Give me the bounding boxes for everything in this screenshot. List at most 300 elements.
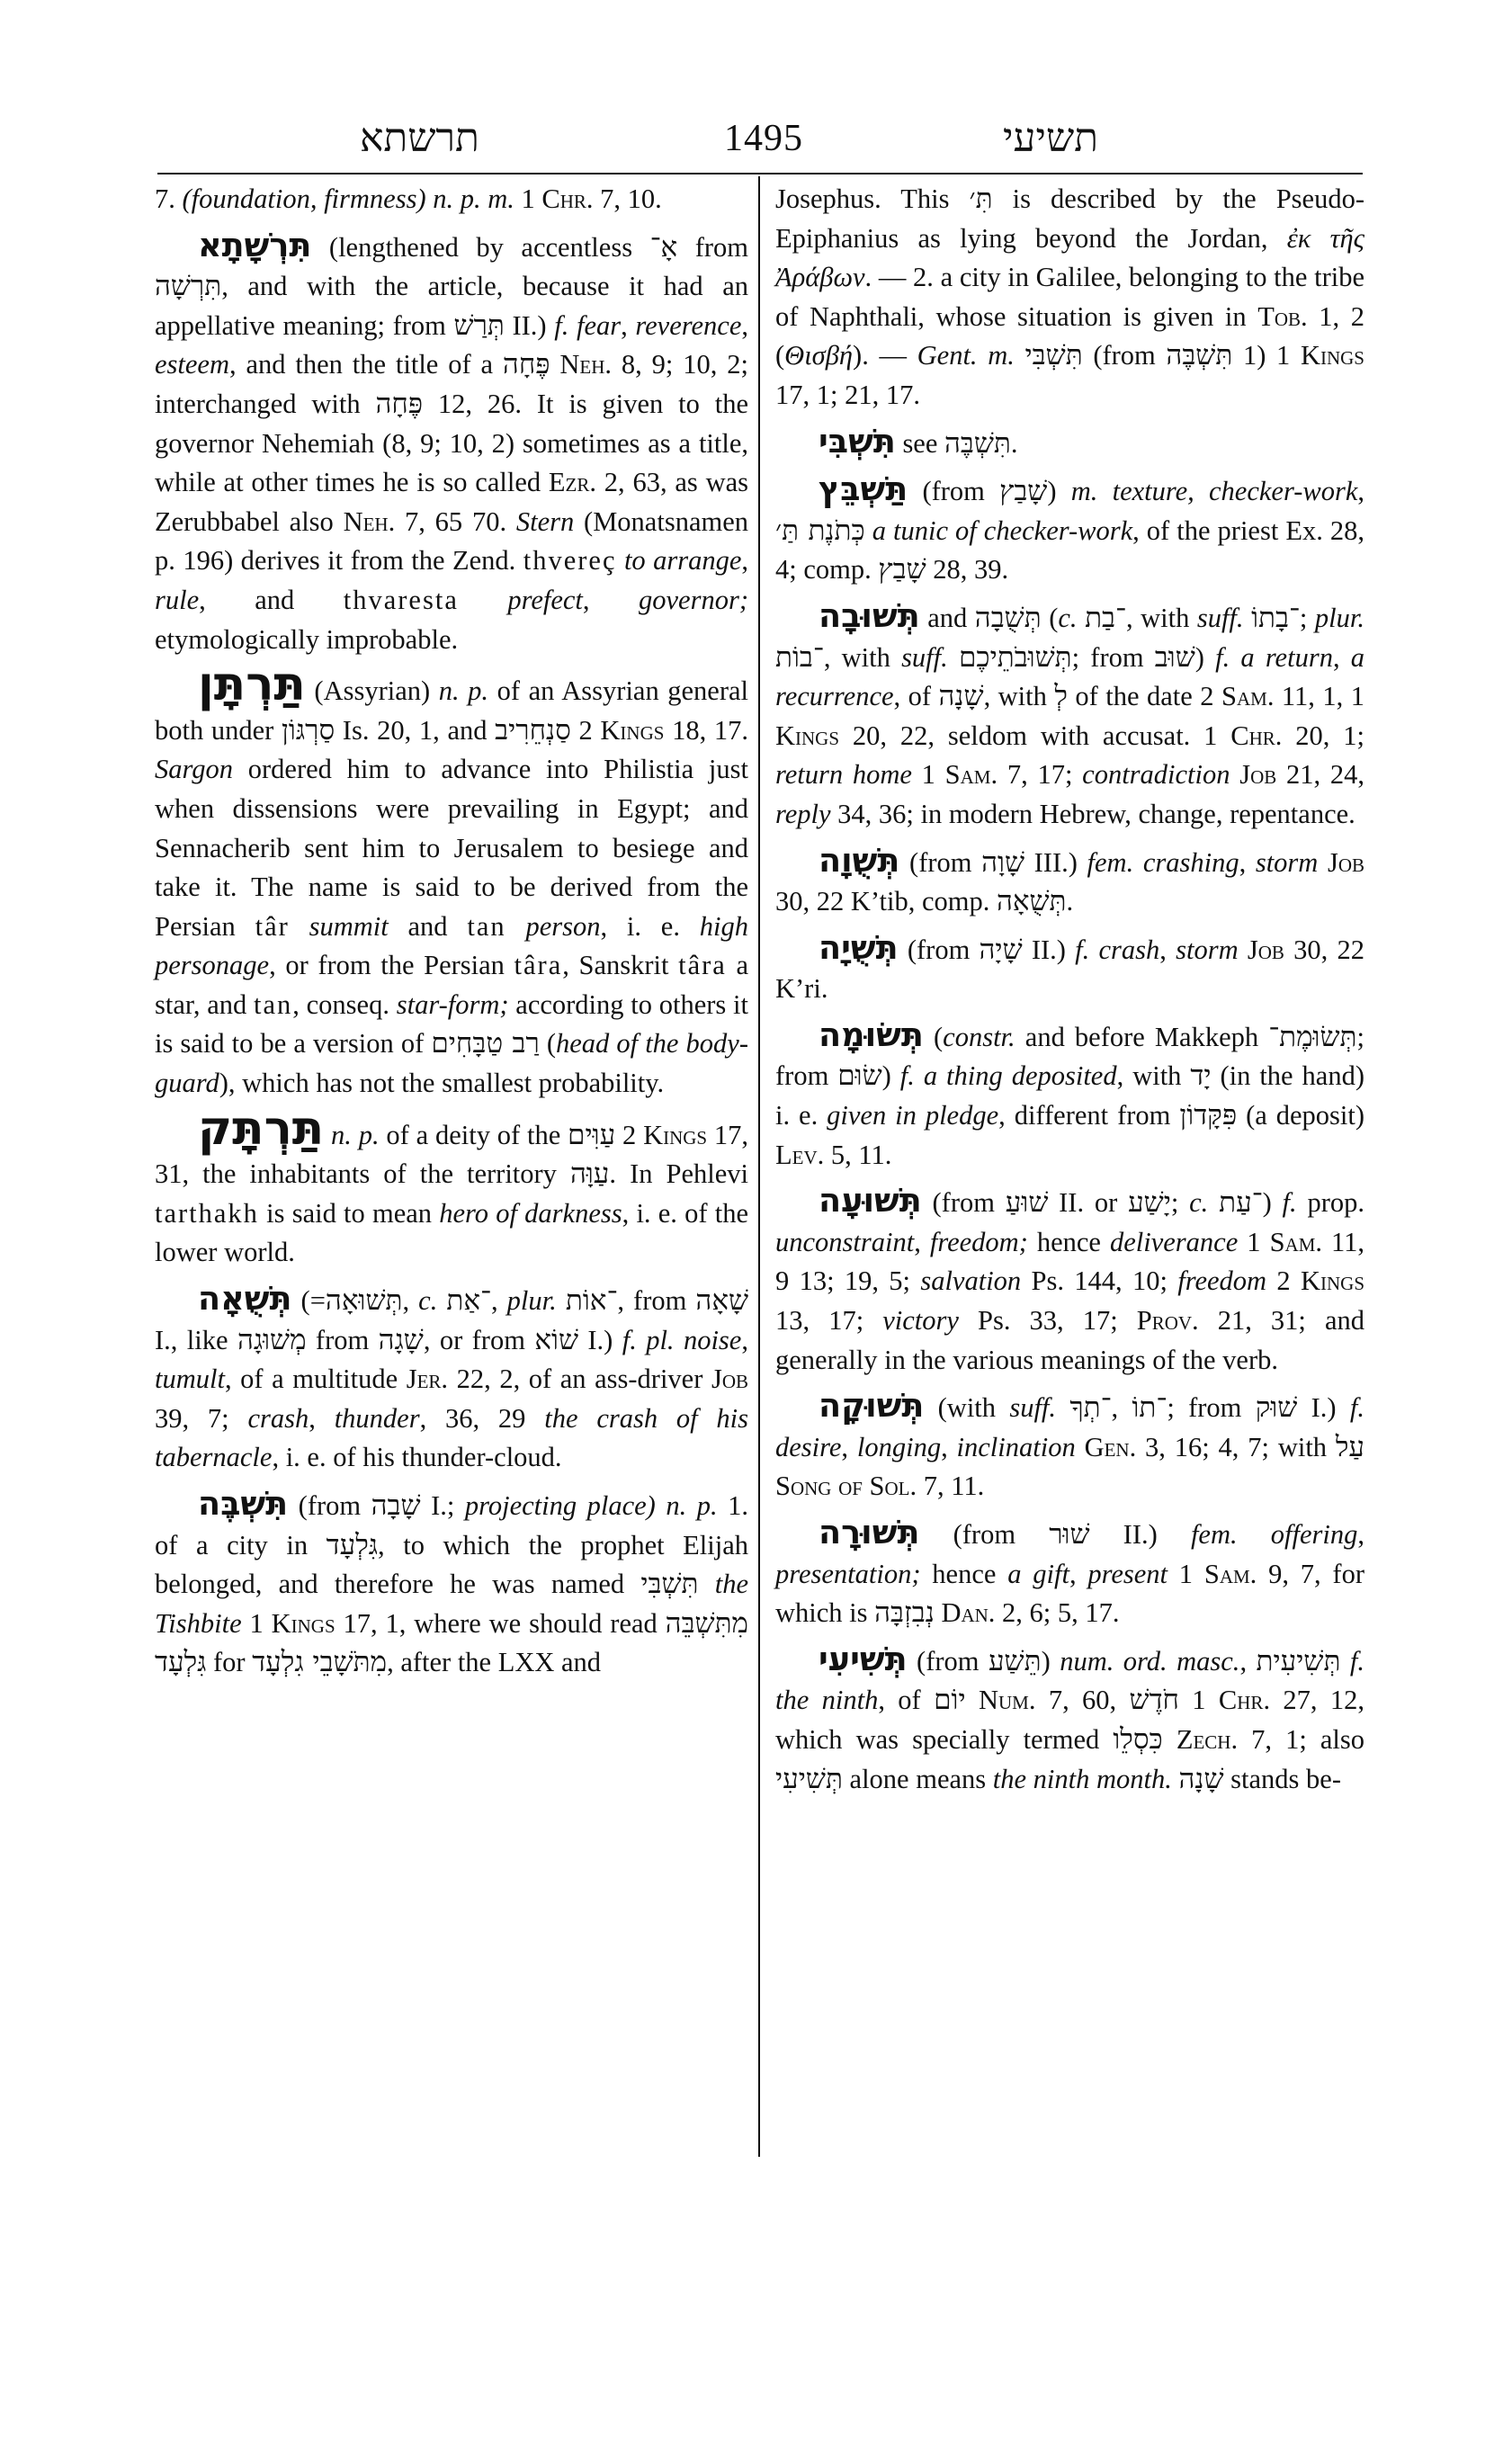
entry-text: , of the priest Ex. 28, 4; comp. xyxy=(775,514,1364,586)
hebrew-word: פֶּחָה xyxy=(502,348,550,381)
entry-text: (from xyxy=(1082,340,1167,371)
entry-text: (from xyxy=(898,934,980,965)
hebrew-word: תְּשׁוּבֹתֵיכֶם xyxy=(958,640,1072,674)
entry-text: (from xyxy=(908,476,1000,507)
book-reference: Kings xyxy=(1300,1265,1364,1297)
right-running-headword: תשיעי xyxy=(1003,116,1098,160)
book-reference: Sam. xyxy=(1203,1558,1257,1589)
entry-text: , xyxy=(741,1324,748,1355)
entry-text: 12, 26. It is given to the governor Nehemiah (8, 9; 10, 2) sometimes as a title, while at other times he is so called xyxy=(155,388,748,498)
italic-gloss: head of the body-guard xyxy=(155,1028,749,1099)
transliteration: thvereç xyxy=(523,545,617,577)
hebrew-word: שׁוּר xyxy=(1049,1518,1090,1551)
entry-text: (lengthened by accentless xyxy=(311,231,650,263)
entry-headword: תְּשׂוּמָה xyxy=(819,1015,924,1054)
entry-text: , xyxy=(1069,1558,1088,1589)
book-reference: Num. xyxy=(978,1685,1036,1716)
dictionary-entry xyxy=(155,1101,749,1273)
book-reference: Chr. xyxy=(1230,720,1283,751)
entry-text: I.) xyxy=(1297,1392,1350,1424)
italic-gloss: Gent. m. xyxy=(917,340,1015,371)
entry-text: 7. xyxy=(155,183,183,214)
italic-gloss: a gift xyxy=(1007,1558,1069,1589)
italic-gloss: thunder xyxy=(334,1402,420,1434)
hebrew-word: שָׁנָה xyxy=(1178,1762,1224,1795)
entry-text: ) xyxy=(881,1060,900,1092)
italic-gloss: high personage xyxy=(155,910,749,981)
entry-text: 11, 1, 1 xyxy=(1274,681,1364,712)
italic-gloss: c. xyxy=(1058,602,1078,633)
book-reference: Tob. xyxy=(1257,300,1308,332)
italic-gloss: c. xyxy=(1189,1187,1209,1219)
italic-gloss: suff. xyxy=(1196,602,1244,633)
hebrew-word: תְּרַשׁ xyxy=(453,308,505,342)
hebrew-word: ־אַת xyxy=(446,1284,491,1318)
hebrew-word: שׂוּם xyxy=(837,1060,882,1093)
entry-text: , different from xyxy=(998,1100,1180,1131)
italic-gloss: f. a thing deposited xyxy=(899,1060,1117,1092)
hebrew-word: תְּשִׁיעִית xyxy=(1256,1644,1341,1677)
entry-text: ordered him to advance into Philistia just when dissensions were prevailing in Egypt; and Sennacherib sent him to Jerusalem to besiege and take it. The name is said to be derived from the Persian xyxy=(155,754,748,942)
italic-gloss: esteem xyxy=(155,349,229,380)
entry-text: 2, 63, as was Zerubbabel also xyxy=(155,467,748,537)
hebrew-word: ־אוֹת xyxy=(565,1284,618,1318)
entry-text: for xyxy=(206,1647,253,1678)
entry-text: , xyxy=(402,1285,419,1317)
entry-text: , i. e. of the lower world. xyxy=(155,1197,749,1268)
dictionary-entry xyxy=(775,1181,1364,1380)
left-running-headword: תרשתא xyxy=(360,116,479,160)
hebrew-word: שָׁבַץ xyxy=(878,553,926,586)
transliteration: tarthakh xyxy=(155,1197,259,1229)
hebrew-word: שָׁבַץ xyxy=(999,475,1048,508)
entry-text xyxy=(437,1285,446,1316)
italic-gloss: m. texture, checker-work xyxy=(1070,476,1358,507)
italic-gloss: summit xyxy=(309,910,389,942)
entry-text: of an Assyrian general both under xyxy=(155,675,749,746)
hebrew-word: כִּסְלֵו xyxy=(1113,1722,1163,1756)
entry-text: hence xyxy=(920,1558,1008,1589)
hebrew-word: ־עַת xyxy=(1219,1186,1263,1220)
hebrew-word: מְשׁוּגָה xyxy=(237,1323,307,1356)
dictionary-entry xyxy=(775,1386,1364,1507)
entry-text: ( xyxy=(923,1021,944,1052)
book-reference: Neh. xyxy=(343,505,396,537)
entry-text: 7, 65 70. xyxy=(395,505,516,537)
entry-text: Josephus. This xyxy=(775,183,970,214)
book-reference: Zech. xyxy=(1176,1723,1239,1755)
entry-text: (from xyxy=(919,1519,1050,1550)
italic-gloss: prefect xyxy=(507,584,583,615)
italic-gloss: f. a return xyxy=(1215,641,1333,673)
book-reference: Sam. xyxy=(944,759,998,791)
hebrew-word: שׁוּעַ xyxy=(1005,1186,1049,1220)
entry-text: 1 xyxy=(911,759,945,791)
italic-gloss: the Tishbite xyxy=(155,1569,748,1639)
entry-text: 2 xyxy=(570,714,601,746)
hebrew-word: שׁוּק xyxy=(1255,1391,1298,1425)
italic-gloss: freedom xyxy=(1177,1265,1267,1297)
hebrew-word: שׁוֹא xyxy=(534,1323,578,1356)
italic-gloss: plur. xyxy=(506,1285,557,1317)
transliteration: târa xyxy=(514,950,563,981)
italic-gloss: contradiction xyxy=(1082,759,1230,791)
italic-gloss: storm xyxy=(1255,846,1319,878)
entry-text: ; from xyxy=(775,1021,1364,1092)
entry-text: , xyxy=(582,584,640,615)
entry-headword: תַּשְׁבֵּץ xyxy=(819,469,908,509)
hebrew-word: סַנְחֵרִיב xyxy=(495,713,571,747)
entry-text: . xyxy=(1010,427,1018,459)
entry-text: 22, 2, of an ass-driver xyxy=(448,1364,711,1395)
hebrew-word: פִּקָּדוֹן xyxy=(1179,1099,1238,1132)
book-reference: Prov. xyxy=(1136,1305,1199,1337)
entry-text: ; from xyxy=(1071,641,1155,673)
italic-gloss: n. p. xyxy=(666,1490,718,1521)
italic-gloss: inclination xyxy=(956,1431,1076,1462)
entry-text xyxy=(1318,847,1328,878)
italic-gloss: present xyxy=(1087,1558,1168,1589)
entry-text: , of xyxy=(893,681,939,712)
italic-gloss: freedom; xyxy=(929,1226,1028,1257)
transliteration: târa xyxy=(678,950,727,981)
italic-gloss: c. xyxy=(418,1285,438,1317)
hebrew-word: תְּשֻׁבָה xyxy=(974,601,1042,634)
entry-text: 1 xyxy=(514,183,542,214)
italic-gloss: rule xyxy=(155,584,200,615)
book-reference: Job xyxy=(1239,759,1277,791)
entry-text xyxy=(1056,1392,1069,1423)
entry-text: , xyxy=(309,1402,335,1434)
entry-text xyxy=(948,642,959,673)
entry-text: , with xyxy=(823,641,902,673)
italic-gloss: storm xyxy=(1176,934,1239,965)
entry-text xyxy=(656,1490,667,1521)
hebrew-word: שָׁנָה xyxy=(938,680,984,713)
entry-text: ; xyxy=(1170,1187,1190,1219)
entry-text: , 36, 29 xyxy=(419,1402,545,1434)
entry-text: ( xyxy=(539,1028,557,1060)
entry-text: (Monatsnamen p. 196) derives it from the Zend. xyxy=(155,505,748,577)
hebrew-word: ־בוֹת xyxy=(775,640,824,674)
hebrew-word: יָד xyxy=(1190,1060,1212,1093)
entry-text xyxy=(966,1685,979,1715)
entry-text xyxy=(1078,603,1086,633)
entry-text: II.) xyxy=(504,309,555,341)
italic-gloss: num. ord. masc. xyxy=(1060,1645,1240,1677)
italic-gloss: f. desire xyxy=(775,1392,1364,1462)
hebrew-word: ־בַת xyxy=(1085,601,1126,634)
entry-text: alone means xyxy=(842,1763,993,1794)
entry-text: , xyxy=(1357,1519,1364,1550)
hebrew-word: תִּשְׁבִּי xyxy=(640,1568,699,1601)
entry-text: , with xyxy=(1116,1060,1191,1092)
header-rule xyxy=(157,173,1363,174)
italic-gloss: hero of darkness xyxy=(439,1197,622,1229)
italic-gloss: fem. crashing xyxy=(1087,846,1239,878)
entry-text: II.) xyxy=(1022,934,1076,965)
entry-text: , xyxy=(1332,641,1351,673)
entry-text: 1, 2 ( xyxy=(775,300,1364,371)
entry-text: 34, 36; in modern Hebrew, change, repentance. xyxy=(830,798,1355,829)
entry-text: ) xyxy=(1047,476,1071,507)
entry-text: ) xyxy=(1194,641,1216,673)
dictionary-entry xyxy=(155,226,748,660)
entry-text: hence xyxy=(1027,1226,1110,1257)
entry-headword: תִּרְשָׁתָא xyxy=(198,225,312,264)
dictionary-entry xyxy=(155,1279,748,1478)
entry-text: II. or xyxy=(1048,1187,1129,1219)
italic-gloss: Stern xyxy=(515,505,575,537)
dictionary-entry xyxy=(775,422,1364,464)
entry-text: stands be- xyxy=(1223,1763,1341,1794)
italic-gloss: crash xyxy=(247,1402,309,1434)
entry-text: , and with the article, because it had an appellative meaning; from xyxy=(155,271,748,341)
entry-text: 1 xyxy=(241,1607,272,1639)
dictionary-entry xyxy=(775,841,1364,922)
hebrew-word: תְּשִׁיעִי xyxy=(775,1762,843,1795)
entry-text: 20, 22, seldom with accusat. 1 xyxy=(839,720,1231,751)
entry-text: is said to mean xyxy=(258,1197,440,1229)
dictionary-entry xyxy=(775,596,1364,835)
book-reference: Job xyxy=(711,1364,748,1395)
entry-text: according to others it is said to be a version of xyxy=(155,988,749,1060)
entry-text xyxy=(1239,934,1248,965)
entry-text: . In Pehlevi xyxy=(609,1158,748,1190)
column-divider xyxy=(758,176,760,2157)
entry-text xyxy=(1244,603,1252,633)
entry-text: 7, 1; also xyxy=(1238,1723,1365,1755)
entry-text: (from xyxy=(288,1490,371,1521)
entry-text xyxy=(699,1569,715,1599)
entry-text: , of a multitude xyxy=(224,1364,407,1395)
book-reference: Sam. xyxy=(1221,681,1275,712)
entry-text: 7, 60, xyxy=(1035,1685,1130,1716)
hebrew-word: שָׁבָה xyxy=(371,1489,421,1522)
entry-text: 3, 16; 4, 7; with xyxy=(1136,1431,1336,1462)
italic-gloss: a tunic of checker-work xyxy=(872,514,1133,546)
entry-text: , xyxy=(741,545,749,577)
entry-text: , Sanskrit xyxy=(562,950,679,981)
entry-text: , after the LXX and xyxy=(387,1647,602,1678)
entry-text xyxy=(1230,759,1240,790)
italic-gloss: f. pl. noise xyxy=(622,1324,742,1355)
book-reference: Job xyxy=(1247,934,1284,965)
entry-text: 17, 31, the inhabitants of the territory xyxy=(155,1119,749,1190)
italic-gloss: f. xyxy=(1282,1187,1297,1219)
continued-entry xyxy=(775,180,1364,416)
hebrew-word: תִּשְׁבֶּה xyxy=(1166,339,1233,372)
entry-text: . xyxy=(1066,886,1074,917)
entry-text: 1. of a city in xyxy=(155,1490,748,1560)
italic-gloss: ἐκ τῆς Ἀράβων xyxy=(775,222,1364,293)
book-reference: Neh. xyxy=(559,349,613,380)
entry-text: 2 xyxy=(615,1119,644,1150)
entry-text: I., like xyxy=(155,1324,237,1355)
hebrew-word: לְ xyxy=(1054,680,1068,713)
italic-gloss: n. p. m. xyxy=(433,183,514,214)
italic-gloss: suff. xyxy=(1009,1392,1057,1424)
hebrew-word: יוֹם xyxy=(934,1684,966,1717)
entry-text: and before Makkeph xyxy=(1015,1021,1269,1052)
book-reference: Ezr. xyxy=(548,467,596,498)
hebrew-word: שָׁיָה xyxy=(979,933,1023,966)
entry-text: (from xyxy=(907,1645,989,1677)
dictionary-entry xyxy=(775,1015,1364,1175)
dictionary-entry xyxy=(775,928,1364,1009)
italic-gloss: tumult xyxy=(155,1364,225,1395)
italic-gloss: salvation xyxy=(920,1265,1022,1297)
hebrew-word: סַרְגּוֹן xyxy=(282,713,336,747)
entry-headword: תְּשׁוּקָה xyxy=(819,1386,925,1426)
entry-text: , i. e. of his thunder-cloud. xyxy=(272,1442,562,1473)
entry-text: 18, 17. xyxy=(664,714,748,746)
italic-gloss: person xyxy=(525,910,601,942)
italic-gloss: reply xyxy=(775,798,831,829)
entry-text xyxy=(1340,1646,1349,1677)
entry-text: I.; xyxy=(420,1490,465,1521)
entry-headword: תְּשֻׁיָה xyxy=(819,927,899,967)
book-reference: Kings xyxy=(775,720,840,751)
hebrew-word: נְבִזְבָּה xyxy=(874,1596,935,1630)
entry-text: 7, 10. xyxy=(593,183,662,214)
entry-text: of a deity of the xyxy=(379,1119,568,1150)
entry-text: etymologically improbable. xyxy=(155,623,459,655)
entry-text: (= xyxy=(291,1285,326,1317)
entry-text: , i. e. xyxy=(600,910,700,942)
right-column xyxy=(775,180,1364,1805)
hebrew-word: תֵּשַׁע xyxy=(988,1644,1042,1677)
entry-text: , xyxy=(1357,476,1364,507)
entry-text: 8, 9; 10, 2; interchanged with xyxy=(155,349,749,419)
hebrew-word: מִתֹּשָׁבֵי גִלְעָד xyxy=(252,1646,388,1679)
entry-text xyxy=(616,545,623,576)
book-reference: Gen. xyxy=(1084,1431,1137,1462)
entry-text: (a deposit) xyxy=(1237,1100,1364,1131)
entry-text: , or from xyxy=(423,1324,535,1355)
entry-text: 9, 7, for which is xyxy=(775,1558,1364,1629)
entry-text xyxy=(1163,1724,1176,1755)
continued-entry xyxy=(155,180,748,219)
entry-headword: תַּרְתָּק xyxy=(198,1101,325,1156)
entry-text: , xyxy=(1111,1392,1132,1424)
entry-text: , with xyxy=(983,681,1055,712)
hebrew-word: מִתִּשְׁבֵּה גִּלְעָד xyxy=(155,1606,748,1679)
hebrew-word: שׁוּב xyxy=(1154,640,1195,674)
italic-gloss: given in pledge xyxy=(827,1100,999,1131)
italic-gloss: deliverance xyxy=(1110,1226,1239,1257)
book-reference: Chr. xyxy=(1218,1685,1271,1716)
entry-text: , xyxy=(841,1431,857,1462)
italic-gloss: (foundation, firmness) xyxy=(182,183,426,214)
italic-gloss: longing xyxy=(856,1431,942,1462)
hebrew-word: עַוִּים xyxy=(568,1118,616,1151)
entry-text: II.) xyxy=(1089,1519,1191,1550)
entry-text: , xyxy=(490,1285,507,1317)
italic-gloss: f. crash xyxy=(1075,934,1160,965)
entry-headword: תְּשׁוּעָה xyxy=(819,1181,922,1221)
entry-text: , and xyxy=(199,584,344,615)
italic-gloss: f. the ninth xyxy=(775,1645,1364,1716)
entry-text: , xyxy=(1239,846,1256,878)
dictionary-entry xyxy=(775,1513,1364,1633)
hebrew-word: תִּרְשָׁה xyxy=(155,270,222,303)
entry-text: (from xyxy=(899,846,982,878)
hebrew-word: ־בָתוֹ xyxy=(1251,601,1300,634)
hebrew-word: תְּשׂוּמֶת־ xyxy=(1268,1020,1357,1053)
entry-text: and xyxy=(388,910,468,942)
entry-text: ; xyxy=(1299,602,1315,633)
entry-text: 17, 1, where we should read xyxy=(335,1607,666,1639)
entry-text: 27, 12, which was specially termed xyxy=(775,1685,1365,1755)
entry-text: 30, 22 K’ri. xyxy=(775,934,1365,1005)
entry-text: from xyxy=(677,231,748,263)
entry-text: I.) xyxy=(577,1324,622,1355)
entry-text: 5, 11. xyxy=(824,1139,892,1170)
entry-text: 11, 9 13; 19, 5; xyxy=(775,1226,1365,1297)
entry-text: 20, 1; xyxy=(1282,720,1364,751)
entry-text xyxy=(865,515,872,546)
entry-text: 2, 6; 5, 17. xyxy=(995,1597,1120,1629)
italic-gloss: presentation; xyxy=(775,1558,921,1589)
transliteration: târ xyxy=(255,910,290,942)
entry-text: , xyxy=(1239,1645,1257,1677)
entry-text xyxy=(290,911,309,942)
entry-headword: תְּשֻׁוָה xyxy=(819,840,900,880)
italic-gloss: n. p. xyxy=(438,675,489,707)
entry-text: ; from xyxy=(1167,1392,1256,1424)
hebrew-word: ־תוֹ xyxy=(1132,1391,1168,1425)
hebrew-word: שָׁגָה xyxy=(378,1323,424,1356)
entry-headword: תְּשׁוּרָה xyxy=(819,1513,920,1551)
entry-text: , and then the title of a xyxy=(228,349,503,380)
entry-text: Ps. 33, 17; xyxy=(958,1305,1137,1337)
hebrew-word: יָשַׁע xyxy=(1128,1186,1171,1220)
entry-text: 30, 22 K’tib, comp. xyxy=(775,886,997,917)
hebrew-word: גִּלְעָד xyxy=(326,1528,379,1561)
entry-text: ( xyxy=(1041,602,1059,633)
entry-text xyxy=(1208,1187,1219,1218)
dictionary-entry xyxy=(155,657,749,1104)
entry-text: , with xyxy=(1125,602,1197,633)
entry-text: , xyxy=(621,309,636,341)
entry-text: 7, 11. xyxy=(917,1471,985,1502)
book-reference: Lev. xyxy=(775,1139,825,1170)
italic-gloss: f. fear xyxy=(554,309,622,341)
hebrew-word: ־תְךָ xyxy=(1069,1391,1112,1425)
left-column xyxy=(155,180,748,1689)
book-reference: Song of Sol. xyxy=(775,1471,917,1502)
entry-text: 1 xyxy=(1168,1558,1204,1589)
entry-text: of the date 2 xyxy=(1067,681,1222,712)
hebrew-word: פֶּחָה xyxy=(375,387,424,420)
entry-text: , xyxy=(1159,934,1176,965)
entry-headword: תְּשִׁיעִי xyxy=(819,1639,908,1678)
hebrew-word: עַוָּה xyxy=(569,1158,610,1191)
entry-headword: תְּשֻׁאָה xyxy=(198,1279,292,1319)
entry-text: 13, 17; xyxy=(775,1305,883,1337)
entry-text: . — 2. a city in Galilee, belonging to the tribe of Naphthali, whose situation is given in xyxy=(775,262,1364,332)
entry-text: 7, 17; xyxy=(998,759,1083,791)
italic-gloss: star-form; xyxy=(396,988,509,1020)
entry-text: 39, 7; xyxy=(155,1402,248,1434)
entry-text: 21, 24, xyxy=(1276,759,1365,791)
entry-text: , xyxy=(741,309,748,341)
entry-text: , from xyxy=(617,1285,696,1317)
book-reference: Kings xyxy=(1300,340,1364,371)
transliteration: tan xyxy=(467,910,506,942)
entry-text: ) xyxy=(1041,1645,1060,1677)
